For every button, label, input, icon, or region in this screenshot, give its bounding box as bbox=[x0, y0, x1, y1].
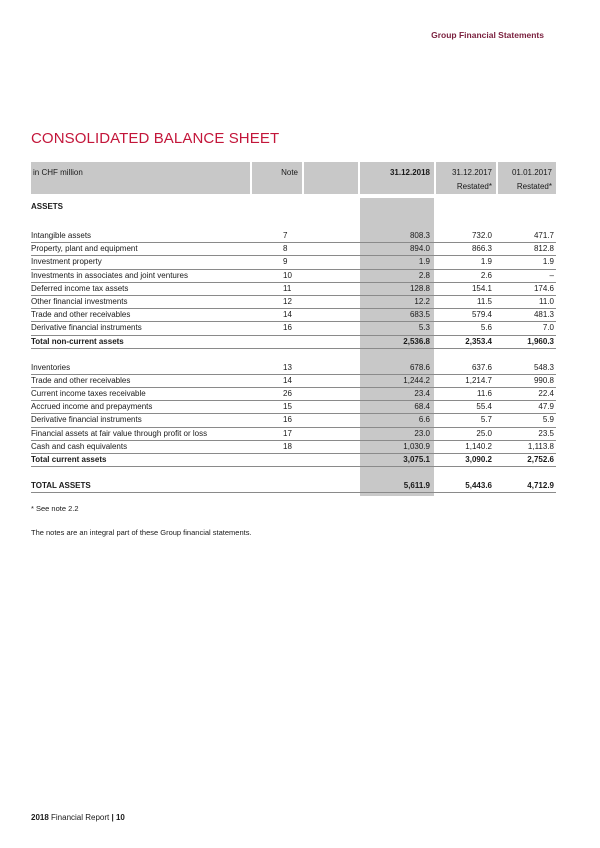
running-head: Group Financial Statements bbox=[431, 30, 544, 40]
value-2017: 732.0 bbox=[471, 231, 492, 240]
row-spacer bbox=[31, 467, 556, 480]
header-spacer bbox=[304, 162, 358, 194]
row-label: Total non-current assets bbox=[31, 336, 124, 346]
value-2018: 3,075.1 bbox=[403, 455, 430, 464]
footer-title: Financial Report bbox=[48, 813, 112, 822]
value-01-01-2017: 1,113.8 bbox=[527, 441, 554, 451]
value-2017: 2,353.4 bbox=[465, 336, 492, 346]
footnote: * See note 2.2 bbox=[31, 504, 79, 513]
value-01-01-2017: 22.4 bbox=[538, 389, 554, 399]
value-2018: 23.4 bbox=[414, 389, 430, 399]
row-label: Investments in associates and joint ventures bbox=[31, 270, 188, 280]
total-row bbox=[31, 480, 556, 493]
row-note: 16 bbox=[283, 323, 292, 333]
value-01-01-2017: 990.8 bbox=[533, 375, 554, 385]
table-row bbox=[31, 322, 556, 335]
row-label: Trade and other receivables bbox=[31, 375, 131, 385]
row-note: 15 bbox=[283, 402, 292, 412]
value-01-01-2017: 548.3 bbox=[533, 362, 554, 372]
row-label: Inventories bbox=[31, 362, 71, 372]
row-note: 7 bbox=[283, 231, 288, 240]
value-2017: 55.4 bbox=[476, 402, 492, 412]
value-2018: 1,244.2 bbox=[403, 375, 430, 385]
table-row bbox=[31, 401, 556, 414]
section-heading-assets: ASSETS bbox=[31, 202, 64, 211]
balance-sheet-table bbox=[31, 230, 556, 493]
row-spacer bbox=[31, 349, 556, 362]
row-label: Derivative financial instruments bbox=[31, 323, 142, 333]
header-note: Note bbox=[252, 162, 302, 194]
table-row bbox=[31, 414, 556, 427]
row-label: Property, plant and equipment bbox=[31, 244, 138, 254]
value-01-01-2017: – bbox=[549, 270, 554, 280]
table-row bbox=[31, 256, 556, 269]
row-note: 8 bbox=[283, 244, 288, 254]
value-2018: 894.0 bbox=[409, 244, 430, 254]
row-label: Total current assets bbox=[31, 455, 107, 464]
value-2017: 1,214.7 bbox=[465, 375, 492, 385]
footer-page-number: 10 bbox=[113, 813, 125, 822]
row-note: 11 bbox=[283, 283, 292, 293]
value-01-01-2017: 1.9 bbox=[542, 257, 554, 267]
header-col-2018 bbox=[360, 162, 434, 194]
header-col-2017-label: 31.12.2017 bbox=[451, 168, 492, 177]
value-2018: 1,030.9 bbox=[403, 441, 430, 451]
row-label: Investment property bbox=[31, 257, 102, 267]
value-01-01-2017: 471.7 bbox=[533, 231, 554, 240]
value-01-01-2017: 1,960.3 bbox=[527, 336, 554, 346]
value-2018: 683.5 bbox=[409, 310, 430, 320]
value-2017: 154.1 bbox=[471, 283, 492, 293]
header-col-0101-label: 01.01.2017 bbox=[511, 168, 552, 177]
value-2018: 12.2 bbox=[414, 296, 430, 306]
row-label: Trade and other receivables bbox=[31, 310, 131, 320]
integral-note: The notes are an integral part of these Group financial statements. bbox=[31, 528, 252, 537]
value-2018: 678.6 bbox=[409, 362, 430, 372]
row-note: 12 bbox=[283, 296, 292, 306]
header-col-0101 bbox=[498, 162, 556, 194]
row-label: Derivative financial instruments bbox=[31, 415, 142, 425]
value-2017: 1,140.2 bbox=[465, 441, 492, 451]
value-2017: 11.6 bbox=[477, 389, 492, 399]
footer-year: 2018 bbox=[31, 813, 49, 822]
row-label: Intangible assets bbox=[31, 231, 92, 240]
value-01-01-2017: 23.5 bbox=[538, 428, 554, 438]
value-2017: 5.6 bbox=[480, 323, 492, 333]
row-note: 14 bbox=[283, 310, 292, 320]
value-2017: 11.5 bbox=[477, 296, 492, 306]
value-2017: 3,090.2 bbox=[465, 455, 492, 464]
value-01-01-2017: 5.9 bbox=[542, 415, 554, 425]
value-2018: 23.0 bbox=[414, 428, 430, 438]
row-label: Other financial investments bbox=[31, 296, 128, 306]
row-note: 13 bbox=[283, 362, 292, 372]
value-2017: 637.6 bbox=[471, 362, 492, 372]
row-note: 17 bbox=[283, 428, 292, 438]
row-label: Accrued income and prepayments bbox=[31, 402, 153, 412]
value-01-01-2017: 812.8 bbox=[533, 244, 554, 254]
row-note: 18 bbox=[283, 441, 292, 451]
value-01-01-2017: 7.0 bbox=[542, 323, 554, 333]
value-2018: 5.3 bbox=[418, 323, 430, 333]
header-col-0101-sub: Restated* bbox=[516, 182, 552, 191]
table-row bbox=[31, 243, 556, 256]
page-title: CONSOLIDATED BALANCE SHEET bbox=[31, 130, 280, 147]
value-01-01-2017: 11.0 bbox=[539, 296, 554, 306]
row-label: Financial assets at fair value through profit or loss bbox=[31, 428, 208, 438]
row-note: 26 bbox=[283, 389, 292, 399]
value-2017: 579.4 bbox=[471, 310, 492, 320]
table-header bbox=[31, 162, 556, 194]
value-2018: 128.8 bbox=[409, 283, 430, 293]
row-label: TOTAL ASSETS bbox=[31, 481, 91, 491]
value-2018: 68.4 bbox=[414, 402, 430, 412]
value-2018: 808.3 bbox=[409, 231, 430, 240]
total-row bbox=[31, 336, 556, 349]
value-2017: 5,443.6 bbox=[465, 481, 492, 491]
value-2017: 5.7 bbox=[480, 415, 492, 425]
value-01-01-2017: 2,752.6 bbox=[527, 455, 554, 464]
table-row bbox=[31, 283, 556, 296]
row-label: Deferred income tax assets bbox=[31, 283, 129, 293]
row-note: 10 bbox=[283, 270, 292, 280]
total-row bbox=[31, 454, 556, 467]
row-label: Cash and cash equivalents bbox=[31, 441, 128, 451]
table-row bbox=[31, 428, 556, 441]
table-row bbox=[31, 441, 556, 454]
value-2018: 6.6 bbox=[418, 415, 430, 425]
header-col-2017 bbox=[436, 162, 496, 194]
row-note: 16 bbox=[283, 415, 292, 425]
row-note: 14 bbox=[283, 375, 292, 385]
page-footer bbox=[31, 813, 125, 822]
footer-separator: | bbox=[111, 813, 114, 822]
table-row bbox=[31, 388, 556, 401]
value-01-01-2017: 481.3 bbox=[533, 310, 554, 320]
table-row bbox=[31, 375, 556, 388]
table-row bbox=[31, 296, 556, 309]
value-2018: 2,536.8 bbox=[403, 336, 430, 346]
row-note: 9 bbox=[283, 257, 288, 267]
header-unit-label: in CHF million bbox=[31, 162, 250, 194]
table-row bbox=[31, 270, 556, 283]
table-row bbox=[31, 230, 556, 243]
value-2017: 1.9 bbox=[480, 257, 492, 267]
table-row bbox=[31, 309, 556, 322]
value-2017: 2.6 bbox=[480, 270, 492, 280]
value-2018: 1.9 bbox=[418, 257, 430, 267]
header-col-2017-sub: Restated* bbox=[456, 182, 492, 191]
header-col-2018-label: 31.12.2018 bbox=[389, 168, 430, 177]
value-2017: 25.0 bbox=[476, 428, 492, 438]
table-row bbox=[31, 362, 556, 375]
value-01-01-2017: 47.9 bbox=[538, 402, 554, 412]
value-2018: 5,611.9 bbox=[403, 481, 430, 491]
row-label: Current income taxes receivable bbox=[31, 389, 146, 399]
value-2017: 866.3 bbox=[471, 244, 492, 254]
value-2018: 2.8 bbox=[418, 270, 430, 280]
value-01-01-2017: 174.6 bbox=[533, 283, 554, 293]
value-01-01-2017: 4,712.9 bbox=[527, 481, 554, 491]
